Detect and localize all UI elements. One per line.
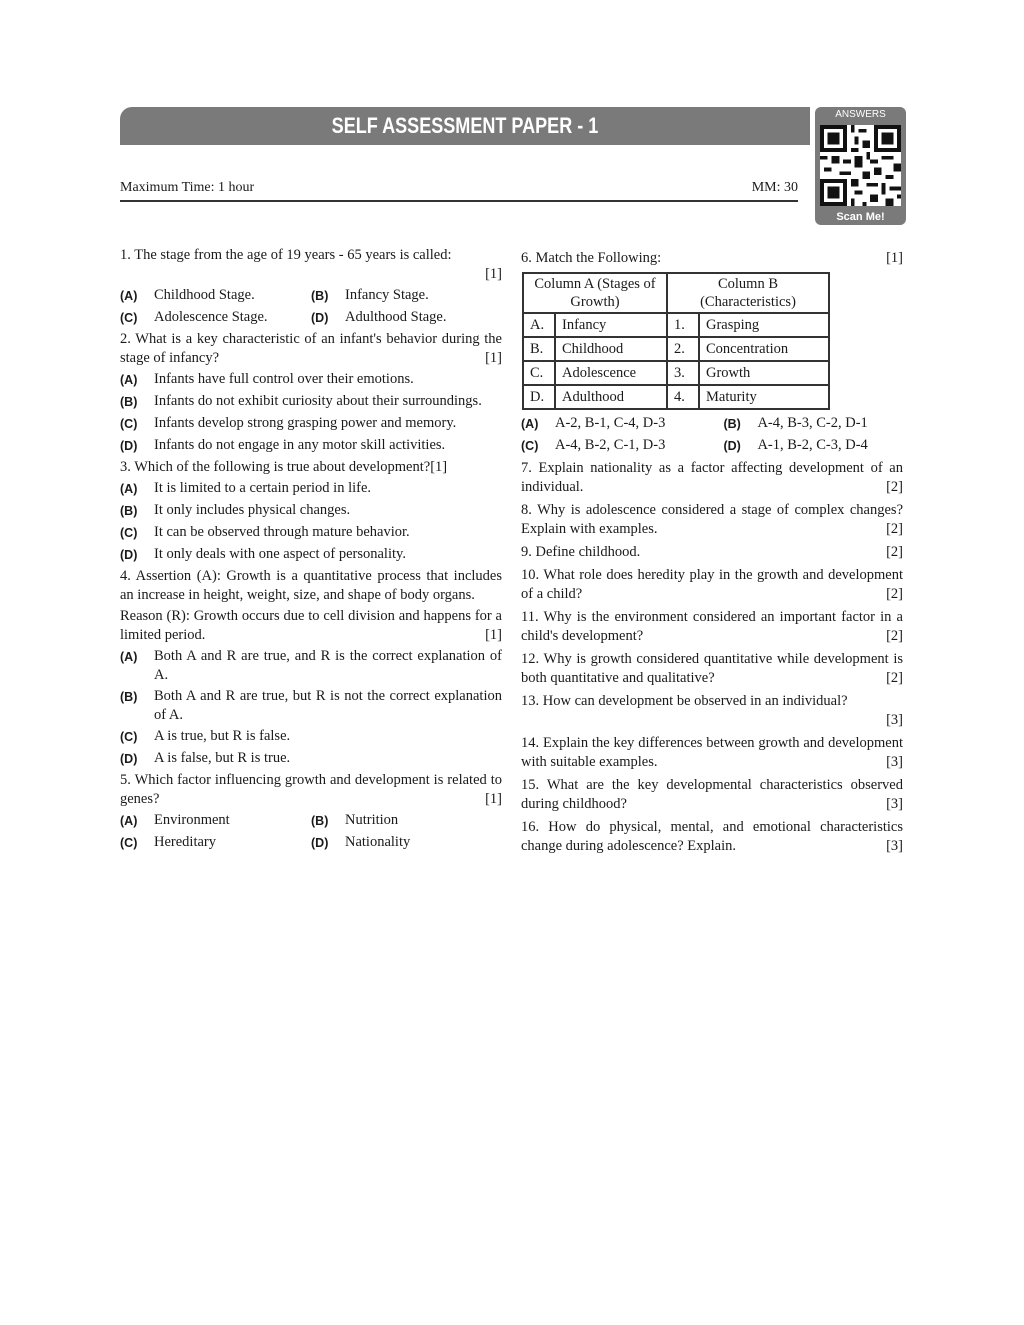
question-marks: [1] (485, 266, 502, 282)
option[interactable] (120, 308, 311, 328)
options-row (120, 811, 502, 831)
option[interactable] (723, 414, 903, 434)
options-row (120, 833, 502, 853)
option-text: A-1, B-2, C-3, D-4 (757, 437, 868, 453)
question-2 (120, 330, 502, 368)
option-text: A is true, but R is false. (154, 728, 291, 744)
question-text: 8. Why is adolescence considered a stage of complex changes? Explain with examples. (521, 502, 903, 537)
row-stage: Adolescence (555, 361, 667, 385)
question-text: 12. Why is growth considered quantitative while development is both quantitative and qualitative? (521, 651, 903, 686)
left-column (120, 246, 502, 855)
option-label: (A) (120, 289, 138, 303)
row-characteristic: Maturity (699, 385, 829, 409)
option-text: A-2, B-1, C-4, D-3 (555, 415, 666, 431)
option-label: (D) (723, 439, 741, 453)
option[interactable] (120, 501, 502, 521)
option[interactable] (311, 308, 502, 328)
option-label: (B) (723, 417, 741, 431)
question-3 (120, 458, 502, 477)
option[interactable] (120, 370, 502, 390)
question-marks: [2] (886, 670, 903, 686)
question-marks: [2] (886, 586, 903, 602)
option-text: Infants do not exhibit curiosity about their surroundings. (154, 393, 482, 409)
question-4-reason (120, 607, 502, 645)
question-marks: [1] (485, 350, 502, 366)
reason-text: Reason (R): Growth occurs due to cell division and happens for a limited period. (120, 608, 502, 643)
option-label: (C) (120, 417, 138, 431)
question-10 (521, 566, 903, 604)
question-5 (120, 771, 502, 809)
option-text: Nutrition (345, 812, 399, 828)
option-label: (A) (120, 650, 138, 664)
option-label: (A) (521, 417, 539, 431)
option[interactable] (311, 811, 502, 831)
question-11 (521, 608, 903, 646)
table-row (523, 313, 829, 337)
option-text: Nationality (345, 834, 411, 850)
option-text: Hereditary (154, 834, 216, 850)
option[interactable] (120, 687, 502, 725)
row-stage: Infancy (555, 313, 667, 337)
option-label: (C) (120, 311, 138, 325)
question-text: 2. What is a key characteristic of an infant's behavior during the stage of infancy? (120, 331, 502, 366)
question-marks: [2] (886, 479, 903, 495)
question-6 (521, 249, 903, 268)
option-text: Both A and R are true, and R is the correct explanation of A. (154, 648, 502, 683)
option-label: (C) (120, 526, 138, 540)
question-marks: [3] (886, 754, 903, 770)
question-1 (120, 246, 502, 284)
row-key-a: B. (523, 337, 555, 361)
option-label: (D) (120, 439, 138, 453)
question-text: 15. What are the key developmental characteristics observed during childhood? (521, 777, 903, 812)
option[interactable] (120, 833, 311, 853)
option[interactable] (120, 545, 502, 565)
column-a-header: Column A (Stages of Growth) (523, 273, 667, 313)
answers-label: ANSWERS (835, 109, 886, 120)
column-b-header: Column B (Characteristics) (667, 273, 829, 313)
option[interactable] (521, 436, 723, 456)
option-label: (C) (521, 439, 539, 453)
option-label: (A) (120, 814, 138, 828)
option-label: (B) (311, 289, 329, 303)
question-text: 6. Match the Following: (521, 250, 662, 266)
option[interactable] (120, 647, 502, 685)
table-row (523, 385, 829, 409)
question-text: 1. The stage from the age of 19 years - 65 years is called: (120, 247, 452, 263)
row-key-b: 2. (667, 337, 699, 361)
table-row (523, 361, 829, 385)
option-text: Both A and R are true, but R is not the correct explanation of A. (154, 688, 502, 723)
option-text: Adulthood Stage. (345, 309, 447, 325)
page-title: SELF ASSESSMENT PAPER - 1 (331, 113, 599, 138)
question-marks: [1] (485, 791, 502, 807)
row-key-a: A. (523, 313, 555, 337)
question-4-assertion (120, 567, 502, 605)
table-row (523, 337, 829, 361)
question-text: 11. Why is the environment considered an important factor in a child's development? (521, 609, 903, 644)
question-marks: [3] (886, 838, 903, 854)
question-text: 3. Which of the following is true about development? (120, 459, 431, 475)
question-16 (521, 818, 903, 856)
row-characteristic: Growth (699, 361, 829, 385)
scan-me-label: Scan Me! (836, 211, 885, 223)
row-key-b: 3. (667, 361, 699, 385)
question-text: 10. What role does heredity play in the growth and development of a child? (521, 567, 903, 602)
option[interactable] (120, 523, 502, 543)
option-text: It only deals with one aspect of personality. (154, 546, 406, 562)
option[interactable] (120, 749, 502, 769)
option[interactable] (120, 479, 502, 499)
question-15 (521, 776, 903, 814)
question-marks: [1] (485, 627, 502, 643)
answers-qr-box[interactable] (815, 107, 906, 225)
option-label: (B) (120, 395, 138, 409)
question-8 (521, 501, 903, 539)
question-text: 7. Explain nationality as a factor affecting development of an individual. (521, 460, 903, 495)
option-text: It only includes physical changes. (154, 502, 351, 518)
question-7 (521, 459, 903, 497)
question-text: 16. How do physical, mental, and emotional characteristics change during adolescence? Explain. (521, 819, 903, 854)
option-text: A is false, but R is true. (154, 750, 291, 766)
option-label: (C) (120, 730, 138, 744)
option-text: Childhood Stage. (154, 287, 255, 303)
table-header-row (523, 273, 829, 313)
options-row (521, 436, 903, 456)
option[interactable] (521, 414, 723, 434)
question-marks: [2] (886, 544, 903, 560)
question-marks: [1] (430, 459, 448, 475)
option[interactable] (311, 286, 502, 306)
option-label: (C) (120, 836, 138, 850)
option-label: (D) (311, 836, 329, 850)
max-time: Maximum Time: 1 hour (120, 180, 255, 195)
option-label: (B) (311, 814, 329, 828)
option-label: (D) (120, 548, 138, 562)
option-label: (A) (120, 373, 138, 387)
qr-code-icon[interactable] (820, 125, 901, 206)
options-row (120, 308, 502, 328)
row-key-a: D. (523, 385, 555, 409)
question-text: 5. Which factor influencing growth and development is related to genes? (120, 772, 502, 807)
option[interactable] (120, 414, 502, 434)
option-label: (B) (120, 504, 138, 518)
question-marks: [1] (886, 250, 903, 266)
option-label: (D) (120, 752, 138, 766)
row-key-a: C. (523, 361, 555, 385)
question-marks: [2] (886, 521, 903, 537)
option-text: Infants develop strong grasping power and memory. (154, 415, 457, 431)
option-text: Adolescence Stage. (154, 309, 268, 325)
question-13 (521, 692, 903, 730)
option-text: Environment (154, 812, 230, 828)
question-text: 9. Define childhood. (521, 544, 641, 560)
option[interactable] (311, 833, 502, 853)
assertion-text: 4. Assertion (A): Growth is a quantitative process that includes an increase in height, weight, size, and shape of body organs. (120, 568, 502, 603)
question-text: 14. Explain the key differences between growth and development with suitable examples. (521, 735, 903, 770)
option[interactable] (120, 392, 502, 412)
option-text: Infancy Stage. (345, 287, 429, 303)
option-label: (A) (120, 482, 138, 496)
option[interactable] (120, 286, 311, 306)
option[interactable] (120, 727, 502, 747)
option-text: A-4, B-2, C-1, D-3 (555, 437, 666, 453)
row-key-b: 4. (667, 385, 699, 409)
title-banner (120, 107, 810, 145)
max-marks: MM: 30 (751, 180, 798, 195)
row-stage: Childhood (555, 337, 667, 361)
question-marks: [3] (886, 796, 903, 812)
option-text: Infants have full control over their emotions. (154, 371, 414, 387)
row-stage: Adulthood (555, 385, 667, 409)
option-text: It can be observed through mature behavior. (154, 524, 410, 540)
right-column (521, 249, 903, 858)
row-characteristic: Concentration (699, 337, 829, 361)
option[interactable] (723, 436, 903, 456)
option-label: (B) (120, 690, 138, 704)
option[interactable] (120, 811, 311, 831)
options-row (521, 414, 903, 434)
option[interactable] (120, 436, 502, 456)
option-text: It is limited to a certain period in life. (154, 480, 372, 496)
question-12 (521, 650, 903, 688)
question-marks: [3] (886, 712, 903, 728)
question-9 (521, 543, 903, 562)
option-text: A-4, B-3, C-2, D-1 (757, 415, 868, 431)
question-text: 13. How can development be observed in an individual? (521, 693, 848, 709)
row-key-b: 1. (667, 313, 699, 337)
options-row (120, 286, 502, 306)
question-14 (521, 734, 903, 772)
match-table (522, 272, 830, 410)
option-label: (D) (311, 311, 329, 325)
question-marks: [2] (886, 628, 903, 644)
option-text: Infants do not engage in any motor skill activities. (154, 437, 446, 453)
exam-meta (120, 180, 798, 202)
row-characteristic: Grasping (699, 313, 829, 337)
